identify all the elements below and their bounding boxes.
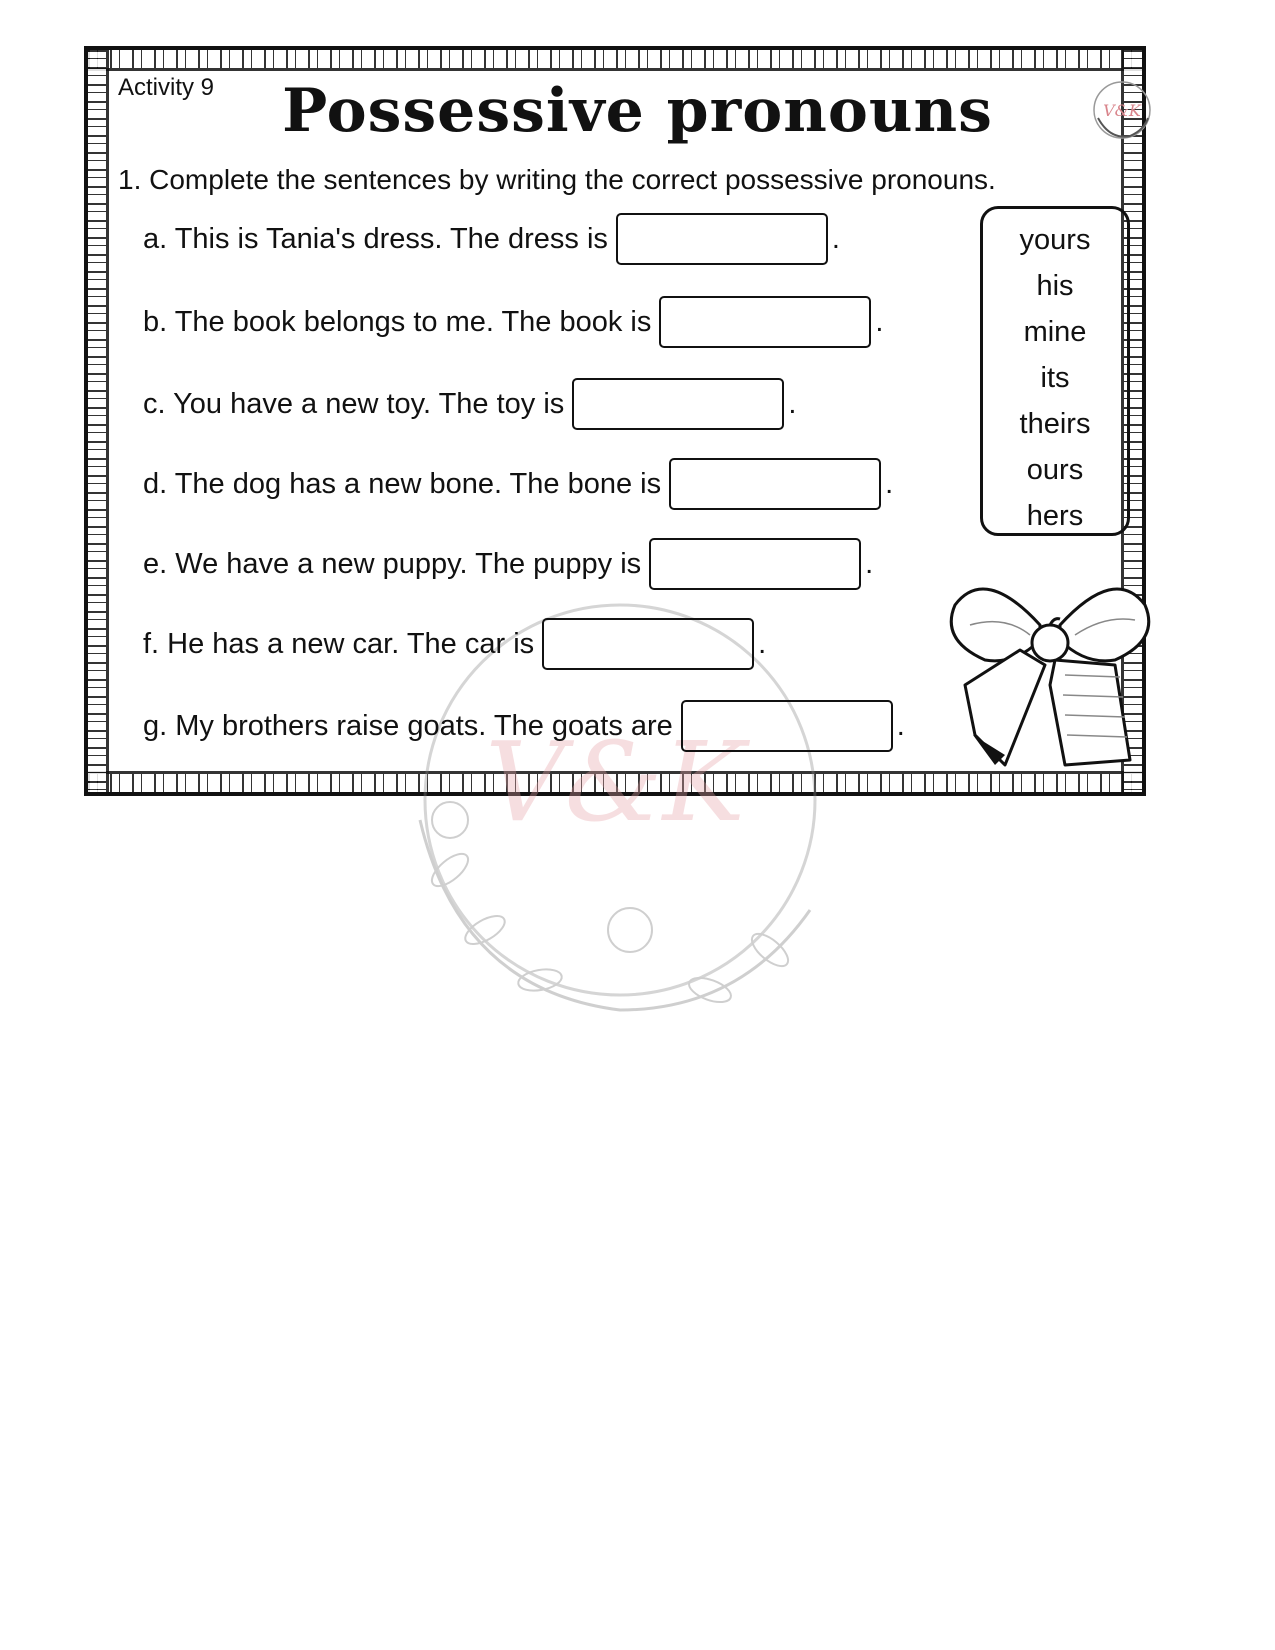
sentence-end: . [758,627,767,660]
sentence-e [143,538,873,590]
sentence-end: . [831,222,840,255]
sentence-b [143,296,883,348]
sentence-end: . [896,709,905,742]
sentence-end: . [865,547,874,580]
answer-box[interactable] [616,213,828,265]
sentence-end: . [885,467,894,500]
sentence-end: . [788,387,797,420]
sentence-text: d. The dog has a new bone. The bone is [143,467,662,500]
watermark-monogram: V&K [485,718,745,846]
logo-monogram: V&K [1103,101,1141,120]
word-bank-item: hers [1026,500,1084,532]
sentence-text: e. We have a new puppy. The puppy is [143,547,642,580]
activity-label: Activity 9 [118,74,215,101]
bow-pencil-apple-icon [945,565,1155,780]
sentence-c [143,378,796,430]
sentence-end: . [875,305,884,338]
border-left-decoration [88,50,109,792]
sentence-text: b. The book belongs to me. The book is [143,305,652,338]
answer-box[interactable] [572,378,784,430]
word-bank [980,206,1130,536]
instructions: 1. Complete the sentences by writing the correct possessive pronouns. [118,164,996,195]
answer-box[interactable] [659,296,871,348]
answer-box[interactable] [681,700,893,752]
sentence-text: c. You have a new toy. The toy is [143,387,565,420]
word-bank-item: yours [1019,224,1091,256]
sentence-a [143,213,840,265]
sentence-text: a. This is Tania's dress. The dress is [143,222,608,255]
answer-box[interactable] [649,538,861,590]
word-bank-item: his [1036,270,1074,302]
sentence-text: f. He has a new car. The car is [143,627,535,660]
sentence-g [143,700,905,752]
word-bank-item: theirs [1019,408,1091,440]
flower-wreath-logo-icon [1090,78,1154,142]
sentence-d [143,458,893,510]
sentence-f [143,618,766,670]
page-title: Possessive pronouns [282,76,993,146]
word-bank-item: mine [1023,316,1087,348]
word-bank-item: ours [1026,454,1084,486]
answer-box[interactable] [542,618,754,670]
answer-box[interactable] [669,458,881,510]
sentence-text: g. My brothers raise goats. The goats are [143,709,673,742]
border-top-decoration [88,50,1142,71]
word-bank-item: its [1040,362,1070,394]
